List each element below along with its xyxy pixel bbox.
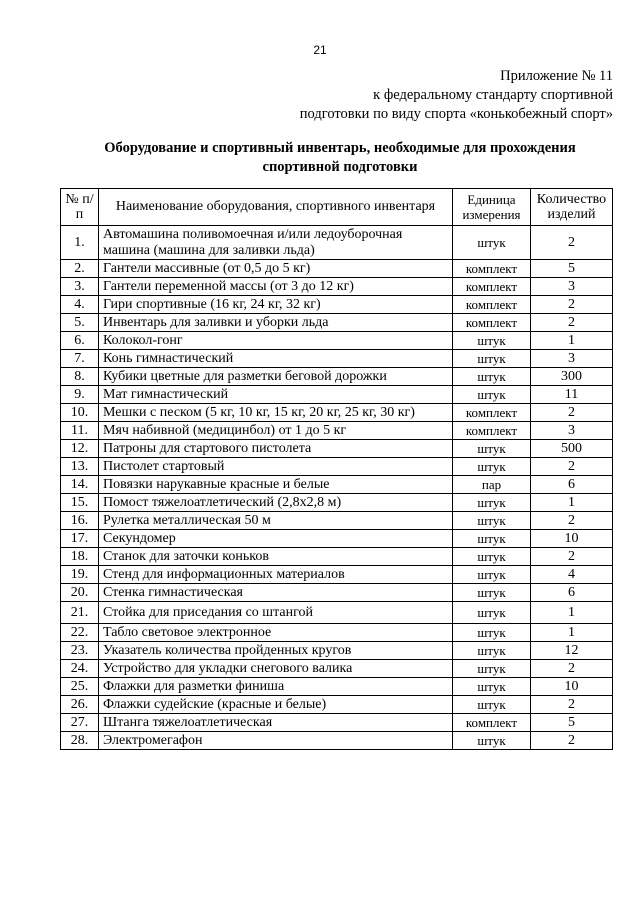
row-unit: штук (453, 512, 531, 530)
table-row (61, 624, 613, 642)
row-number: 10. (61, 404, 99, 422)
row-unit: штук (453, 624, 531, 642)
row-item-name: Табло световое электронное (99, 624, 453, 642)
row-number: 2. (61, 260, 99, 278)
row-quantity: 1 (531, 602, 613, 624)
row-quantity: 3 (531, 278, 613, 296)
row-number: 6. (61, 332, 99, 350)
row-quantity: 3 (531, 350, 613, 368)
row-quantity: 5 (531, 260, 613, 278)
row-item-name: Флажки для разметки финиша (99, 678, 453, 696)
row-number: 25. (61, 678, 99, 696)
table-row (61, 548, 613, 566)
header-number: № п/п (61, 189, 99, 226)
row-quantity: 500 (531, 440, 613, 458)
row-item-name: Указатель количества пройденных кругов (99, 642, 453, 660)
row-quantity: 2 (531, 696, 613, 714)
header-name: Наименование оборудования, спортивного инвентаря (99, 189, 453, 226)
row-item-name: Гантели переменной массы (от 3 до 12 кг) (99, 278, 453, 296)
table-row (61, 278, 613, 296)
row-quantity: 4 (531, 566, 613, 584)
row-number: 17. (61, 530, 99, 548)
row-unit: штук (453, 458, 531, 476)
row-number: 12. (61, 440, 99, 458)
row-number: 5. (61, 314, 99, 332)
row-quantity: 2 (531, 226, 613, 260)
page-number: 21 (313, 43, 327, 57)
appendix-header (300, 67, 613, 124)
table-row (61, 602, 613, 624)
row-unit: штук (453, 350, 531, 368)
title-line-1: Оборудование и спортивный инвентарь, необходимые для прохождения (104, 140, 576, 156)
row-unit: комплект (453, 422, 531, 440)
row-unit: штук (453, 332, 531, 350)
table-row (61, 226, 613, 260)
row-number: 13. (61, 458, 99, 476)
row-number: 7. (61, 350, 99, 368)
row-unit: пар (453, 476, 531, 494)
table-row (61, 732, 613, 750)
row-quantity: 2 (531, 660, 613, 678)
row-item-name: Рулетка металлическая 50 м (99, 512, 453, 530)
row-quantity: 1 (531, 332, 613, 350)
row-item-name: Мяч набивной (медицинбол) от 1 до 5 кг (99, 422, 453, 440)
row-item-name: Штанга тяжелоатлетическая (99, 714, 453, 732)
row-number: 4. (61, 296, 99, 314)
row-quantity: 300 (531, 368, 613, 386)
row-quantity: 11 (531, 386, 613, 404)
row-item-name: Мат гимнастический (99, 386, 453, 404)
table-row (61, 368, 613, 386)
row-number: 22. (61, 624, 99, 642)
row-unit: штук (453, 530, 531, 548)
table-row (61, 332, 613, 350)
row-unit: штук (453, 566, 531, 584)
table-row (61, 494, 613, 512)
table-row (61, 350, 613, 368)
table-row (61, 458, 613, 476)
row-quantity: 6 (531, 476, 613, 494)
row-item-name: Стойка для приседания со штангой (99, 602, 453, 624)
row-number: 23. (61, 642, 99, 660)
row-item-name: Флажки судейские (красные и белые) (99, 696, 453, 714)
row-number: 26. (61, 696, 99, 714)
row-quantity: 2 (531, 404, 613, 422)
table-row (61, 678, 613, 696)
row-number: 14. (61, 476, 99, 494)
row-unit: штук (453, 660, 531, 678)
table-row (61, 660, 613, 678)
title-line-2: спортивной подготовки (262, 159, 418, 175)
row-item-name: Мешки с песком (5 кг, 10 кг, 15 кг, 20 кг, 25 кг, 30 кг) (99, 404, 453, 422)
row-quantity: 10 (531, 678, 613, 696)
row-unit: комплект (453, 314, 531, 332)
row-unit: штук (453, 368, 531, 386)
row-item-name: Повязки нарукавные красные и белые (99, 476, 453, 494)
row-item-name: Стенка гимнастическая (99, 584, 453, 602)
row-number: 18. (61, 548, 99, 566)
row-number: 3. (61, 278, 99, 296)
row-unit: комплект (453, 278, 531, 296)
table-row (61, 566, 613, 584)
table-row (61, 642, 613, 660)
table-row (61, 530, 613, 548)
row-quantity: 6 (531, 584, 613, 602)
row-quantity: 3 (531, 422, 613, 440)
table-row (61, 584, 613, 602)
table-row (61, 476, 613, 494)
row-number: 8. (61, 368, 99, 386)
row-quantity: 2 (531, 296, 613, 314)
table-row (61, 314, 613, 332)
row-number: 21. (61, 602, 99, 624)
row-number: 24. (61, 660, 99, 678)
table-row (61, 512, 613, 530)
row-quantity: 2 (531, 732, 613, 750)
document-title (60, 139, 620, 177)
row-item-name: Колокол-гонг (99, 332, 453, 350)
row-number: 1. (61, 226, 99, 260)
header-quantity: Количество изделий (531, 189, 613, 226)
row-quantity: 1 (531, 624, 613, 642)
row-item-name: Помост тяжелоатлетический (2,8х2,8 м) (99, 494, 453, 512)
row-number: 11. (61, 422, 99, 440)
row-item-name: Конь гимнастический (99, 350, 453, 368)
row-number: 19. (61, 566, 99, 584)
row-quantity: 12 (531, 642, 613, 660)
row-unit: штук (453, 602, 531, 624)
table-row (61, 296, 613, 314)
row-item-name: Инвентарь для заливки и уборки льда (99, 314, 453, 332)
row-quantity: 2 (531, 458, 613, 476)
row-item-name: Кубики цветные для разметки беговой дорожки (99, 368, 453, 386)
row-quantity: 2 (531, 314, 613, 332)
row-unit: комплект (453, 714, 531, 732)
row-quantity: 10 (531, 530, 613, 548)
table-row (61, 696, 613, 714)
row-number: 15. (61, 494, 99, 512)
row-unit: штук (453, 732, 531, 750)
row-item-name: Пистолет стартовый (99, 458, 453, 476)
table-row (61, 260, 613, 278)
row-number: 27. (61, 714, 99, 732)
row-number: 28. (61, 732, 99, 750)
row-unit: комплект (453, 260, 531, 278)
row-number: 20. (61, 584, 99, 602)
row-unit: штук (453, 440, 531, 458)
row-item-name: Стенд для информационных материалов (99, 566, 453, 584)
row-item-name: Секундомер (99, 530, 453, 548)
row-item-name: Станок для заточки коньков (99, 548, 453, 566)
table-header-row (61, 189, 613, 226)
row-quantity: 1 (531, 494, 613, 512)
table-row (61, 440, 613, 458)
row-item-name: Устройство для укладки снегового валика (99, 660, 453, 678)
table-row (61, 714, 613, 732)
header-unit: Единица измерения (453, 189, 531, 226)
appendix-sport: подготовки по виду спорта «конькобежный спорт» (299, 106, 613, 122)
table-row (61, 422, 613, 440)
row-item-name: Электромегафон (99, 732, 453, 750)
row-quantity: 2 (531, 512, 613, 530)
table-body (61, 226, 613, 750)
row-unit: штук (453, 584, 531, 602)
row-unit: штук (453, 226, 531, 260)
table-row (61, 386, 613, 404)
appendix-number: Приложение № 11 (500, 68, 613, 84)
table-row (61, 404, 613, 422)
row-item-name: Патроны для стартового пистолета (99, 440, 453, 458)
row-quantity: 2 (531, 548, 613, 566)
row-item-name: Гири спортивные (16 кг, 24 кг, 32 кг) (99, 296, 453, 314)
row-unit: комплект (453, 404, 531, 422)
appendix-reference: к федеральному стандарту спортивной (373, 87, 613, 103)
row-number: 9. (61, 386, 99, 404)
equipment-table (60, 188, 613, 750)
row-unit: штук (453, 678, 531, 696)
row-unit: штук (453, 548, 531, 566)
row-quantity: 5 (531, 714, 613, 732)
row-item-name: Автомашина поливомоечная и/или ледоуборочная машина (машина для заливки льда) (99, 226, 453, 260)
row-number: 16. (61, 512, 99, 530)
row-unit: штук (453, 696, 531, 714)
row-unit: штук (453, 386, 531, 404)
row-item-name: Гантели массивные (от 0,5 до 5 кг) (99, 260, 453, 278)
row-unit: комплект (453, 296, 531, 314)
row-unit: штук (453, 642, 531, 660)
row-unit: штук (453, 494, 531, 512)
